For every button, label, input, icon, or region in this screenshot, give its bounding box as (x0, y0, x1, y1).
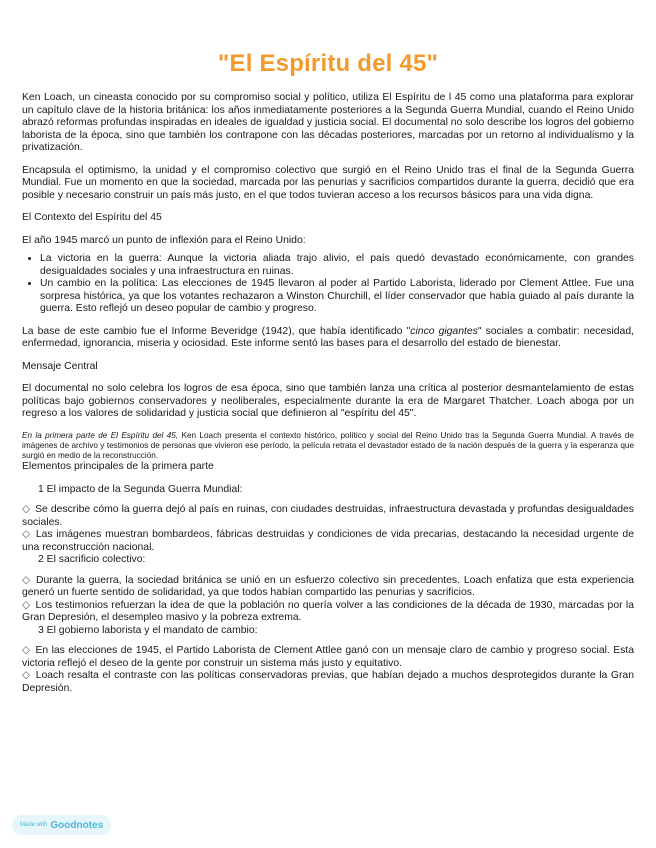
cinco-gigantes-emphasis: cinco gigantes (410, 325, 478, 337)
diamond-bullet-icon: ◇ (22, 529, 31, 541)
badge-brand: Goodnotes (50, 819, 104, 831)
first-part-paragraph: En la primera parte de El Espíritu del 45, Ken Loach presenta el contexto histórico, político y social del Reino Unido tras la Segunda Guerra Mundial. A través de imágenes de archivo y testimonios de personas que vivieron ese período, la película retrata el devastador estado de la nación después de la guerra y la esperanza que surgió en medio de la reconstrucción. (22, 430, 634, 460)
context-bullet: • La victoria en la guerra: Aunque la victoria aliada trajo alivio, el país quedó devastado económicamente, con grandes desigualdades sociales y una infraestructura en ruinas. (40, 253, 634, 278)
intro-paragraph-1: Ken Loach, un cineasta conocido por su compromiso social y político, utiliza El Espíritu de l 45 como una plataforma para explorar un capítulo clave de la historia británica: los años inmediatamente posteriores a la Segunda Guerra Mundial, cuando el Reino Unido abrazó reformas profundas inspiradas en ideales de igualdad y justicia social. El documental no solo describe los logros del gobierno laborista de la época, sino que también los contrapone con las décadas posteriores, marcadas por un retorno al individualismo y la privatización. (22, 92, 634, 153)
section-item: ◇ Los testimonios refuerzan la idea de que la población no quería volver a las condiciones de la década de 1930, marcadas por la Gran Depresión, el desempleo masivo y la pobreza extrema. (22, 599, 634, 624)
section-item: ◇ Se describe cómo la guerra dejó al país en ruinas, con ciudades destruidas, infraestructura devastada y profundas desigualdades sociales. (22, 504, 634, 528)
context-bullet-list (22, 253, 634, 316)
section-title: 1 El impacto de la Segunda Guerra Mundial: (38, 483, 243, 495)
elements-heading: Elementos principales de la primera parte (22, 461, 214, 473)
diamond-bullet-icon: ◇ (22, 504, 31, 516)
section-item: ◇ Las imágenes muestran bombardeos, fábricas destruidas y condiciones de vida precarias, destacando la necesidad urgente de una reconstrucción nacional. (22, 529, 634, 553)
section-title: 3 El gobierno laborista y el mandato de cambio: (38, 624, 258, 636)
document-title: "El Espíritu del 45" (217, 50, 439, 77)
section-item: ◇ En las elecciones de 1945, el Partido Laborista de Clement Attlee ganó con un mensaje claro de cambio y progreso social. Esta victoria reflejó el deseo de la gente por construir un sistema más justo y equitativo. (22, 645, 634, 669)
first-part-emphasis: En la primera parte de El Espíritu del 45, (22, 430, 179, 440)
section-item: ◇ Durante la guerra, la sociedad británica se unió en un esfuerzo colectivo sin precedentes. Loach enfatiza que esta experiencia generó un fuerte sentido de solidaridad, ya que todos habían compartido las penurias y sacrificios. (22, 574, 634, 599)
mensaje-heading: Mensaje Central (22, 360, 98, 372)
beveridge-paragraph: La base de este cambio fue el Informe Beveridge (1942), que había identificado "cinco gigantes" sociales a combatir: necesidad, enfermedad, ignorancia, miseria y ociosidad. Este informe sentó las bases para el desarrollo del estado de bienestar. (22, 325, 634, 349)
diamond-bullet-icon: ◇ (22, 670, 31, 682)
context-lead: El año 1945 marcó un punto de inflexión para el Reino Unido: (22, 234, 306, 246)
intro-paragraph-2: Encapsula el optimismo, la unidad y el compromiso colectivo que surgió en el Reino Unido tras el final de la Segunda Guerra Mundial. Fue un momento en que la sociedad, marcada por las penurias y sacrificios compartidos durante la guerra, decidió que era posible y necesario construir un país más justo, en el que todos tuvieran acceso a los recursos básicos para una vida digna. (22, 164, 634, 201)
diamond-bullet-icon: ◇ (22, 645, 31, 657)
mensaje-paragraph: El documental no solo celebra los logros de esa época, sino que también lanza una crítica al posterior desmantelamiento de estas políticas bajo gobiernos conservadores y neoliberales, especialmente durante la era de Margaret Thatcher. Loach aboga por un regreso a los valores de solidaridad y justicia social que definieron al "espíritu del 45". (22, 383, 634, 419)
document-page (22, 0, 634, 695)
diamond-bullet-icon: ◇ (22, 599, 31, 611)
goodnotes-badge[interactable] (12, 815, 111, 835)
section-title: 2 El sacrificio colectivo: (38, 554, 146, 566)
section-item: ◇ Loach resalta el contraste con las políticas conservadoras previas, que habían dejado a muchos desprotegidos durante la Gran Depresión. (22, 670, 634, 694)
context-bullet: • Un cambio en la política: Las elecciones de 1945 llevaron al poder al Partido Laborista, liderado por Clement Attlee. Fue una sorpresa histórica, ya que los votantes rechazaron a Winston Churchill, el líder conservador que había guiado al país durante la guerra. Esto reflejó un deseo popular de cambio y progreso. (40, 278, 634, 316)
diamond-bullet-icon: ◇ (22, 574, 31, 586)
badge-prefix: Made with (20, 822, 48, 828)
context-heading: El Contexto del Espíritu del 45 (22, 212, 162, 223)
